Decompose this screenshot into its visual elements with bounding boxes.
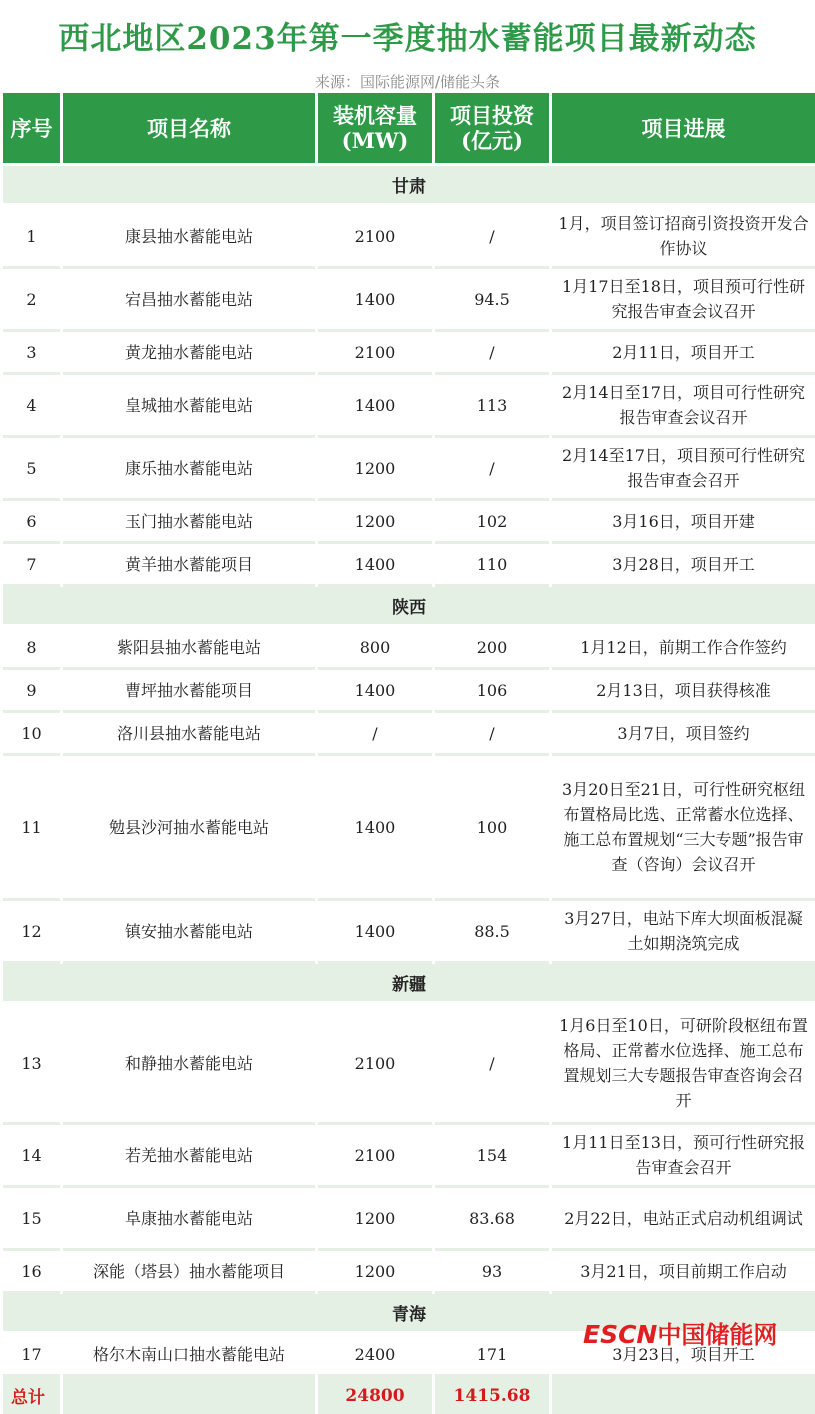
cell-no: 7 <box>3 544 60 587</box>
region-row <box>3 587 815 627</box>
cell-no: 6 <box>3 501 60 544</box>
cell-investment: / <box>435 332 549 375</box>
cell-capacity: 2100 <box>318 1125 432 1188</box>
cell-progress: 2月14至17日，项目预可行性研究报告审查会召开 <box>552 438 815 501</box>
cell-name: 皇城抽水蓄能电站 <box>63 375 315 438</box>
cell-progress: 1月，项目签订招商引资投资开发合作协议 <box>552 206 815 269</box>
cell-investment: / <box>435 713 549 756</box>
cell-no: 15 <box>3 1188 60 1251</box>
cell-investment: 100 <box>435 756 549 901</box>
total-empty-2 <box>552 1377 815 1414</box>
cell-capacity: 1200 <box>318 438 432 501</box>
cell-capacity: / <box>318 713 432 756</box>
cell-name: 镇安抽水蓄能电站 <box>63 901 315 964</box>
cell-no: 13 <box>3 1004 60 1125</box>
cell-progress: 3月23日，项目开工 <box>552 1334 815 1377</box>
cell-investment: 93 <box>435 1251 549 1294</box>
cell-name: 深能（塔县）抽水蓄能项目 <box>63 1251 315 1294</box>
cell-no: 3 <box>3 332 60 375</box>
cell-name: 若羌抽水蓄能电站 <box>63 1125 315 1188</box>
cell-no: 8 <box>3 627 60 670</box>
cell-capacity: 1200 <box>318 1251 432 1294</box>
cell-no: 11 <box>3 756 60 901</box>
header-investment: 项目投资 (亿元) <box>435 93 549 166</box>
table-row <box>3 438 815 501</box>
cell-name: 曹坪抽水蓄能项目 <box>63 670 315 713</box>
page-title: 西北地区2023年第一季度抽水蓄能项目最新动态 <box>58 21 757 57</box>
cell-name: 黄羊抽水蓄能项目 <box>63 544 315 587</box>
cell-no: 14 <box>3 1125 60 1188</box>
cell-name: 康县抽水蓄能电站 <box>63 206 315 269</box>
table-row <box>3 206 815 269</box>
region-label: 新疆 <box>3 964 815 1004</box>
cell-no: 16 <box>3 1251 60 1294</box>
table-row <box>3 627 815 670</box>
cell-name: 格尔木南山口抽水蓄能电站 <box>63 1334 315 1377</box>
cell-progress: 1月12日，前期工作合作签约 <box>552 627 815 670</box>
table-row <box>3 501 815 544</box>
cell-progress: 2月22日，电站正式启动机组调试 <box>552 1188 815 1251</box>
cell-capacity: 2100 <box>318 332 432 375</box>
cell-progress: 1月6日至10日，可研阶段枢纽布置格局、正常蓄水位选择、施工总布置规划三大专题报告审查咨询会召开 <box>552 1004 815 1125</box>
cell-capacity: 800 <box>318 627 432 670</box>
cell-investment: 83.68 <box>435 1188 549 1251</box>
table-header-row <box>3 93 815 166</box>
table-row <box>3 1004 815 1125</box>
cell-progress: 3月21日，项目前期工作启动 <box>552 1251 815 1294</box>
escn-logo <box>583 1320 777 1350</box>
cell-investment: 106 <box>435 670 549 713</box>
cell-investment: / <box>435 206 549 269</box>
cell-investment: 94.5 <box>435 269 549 332</box>
table-row <box>3 713 815 756</box>
cell-capacity: 2100 <box>318 1004 432 1125</box>
cell-capacity: 1200 <box>318 501 432 544</box>
cell-investment: 113 <box>435 375 549 438</box>
cell-investment: 88.5 <box>435 901 549 964</box>
header-name: 项目名称 <box>63 93 315 166</box>
cell-investment: 200 <box>435 627 549 670</box>
logo-escn-text: ESCN <box>583 1320 658 1349</box>
table-row <box>3 269 815 332</box>
cell-name: 和静抽水蓄能电站 <box>63 1004 315 1125</box>
region-label: 陕西 <box>3 587 815 627</box>
cell-investment: 171 <box>435 1334 549 1377</box>
table-row <box>3 670 815 713</box>
cell-name: 康乐抽水蓄能电站 <box>63 438 315 501</box>
cell-investment: 102 <box>435 501 549 544</box>
region-row <box>3 166 815 206</box>
logo-cn-text: 中国储能网 <box>657 1321 778 1349</box>
cell-name: 紫阳县抽水蓄能电站 <box>63 627 315 670</box>
table-row <box>3 544 815 587</box>
cell-investment: 110 <box>435 544 549 587</box>
source-note: 来源：国际能源网/储能头条 <box>314 73 501 91</box>
cell-name: 玉门抽水蓄能电站 <box>63 501 315 544</box>
cell-progress: 3月27日，电站下库大坝面板混凝土如期浇筑完成 <box>552 901 815 964</box>
cell-name: 宕昌抽水蓄能电站 <box>63 269 315 332</box>
cell-name: 勉县沙河抽水蓄能电站 <box>63 756 315 901</box>
table-row <box>3 756 815 901</box>
cell-progress: 2月13日，项目获得核准 <box>552 670 815 713</box>
cell-capacity: 1400 <box>318 544 432 587</box>
cell-capacity: 1400 <box>318 756 432 901</box>
projects-table <box>0 93 815 1414</box>
cell-capacity: 2400 <box>318 1334 432 1377</box>
cell-no: 1 <box>3 206 60 269</box>
cell-name: 黄龙抽水蓄能电站 <box>63 332 315 375</box>
cell-no: 17 <box>3 1334 60 1377</box>
cell-progress: 3月28日，项目开工 <box>552 544 815 587</box>
cell-name: 阜康抽水蓄能电站 <box>63 1188 315 1251</box>
table-row <box>3 375 815 438</box>
cell-capacity: 1400 <box>318 670 432 713</box>
total-empty <box>63 1377 315 1414</box>
cell-progress: 1月11日至13日，预可行性研究报告审查会召开 <box>552 1125 815 1188</box>
cell-capacity: 2100 <box>318 206 432 269</box>
region-label: 青海 <box>3 1294 815 1334</box>
header-no: 序号 <box>3 93 60 166</box>
cell-investment: / <box>435 438 549 501</box>
header-progress: 项目进展 <box>552 93 815 166</box>
cell-no: 2 <box>3 269 60 332</box>
cell-progress: 2月11日，项目开工 <box>552 332 815 375</box>
header-capacity: 装机容量 (MW) <box>318 93 432 166</box>
table-row <box>3 1125 815 1188</box>
cell-investment: 154 <box>435 1125 549 1188</box>
total-capacity: 24800 <box>318 1377 432 1414</box>
cell-capacity: 1400 <box>318 375 432 438</box>
cell-progress: 2月14日至17日，项目可行性研究报告审查会议召开 <box>552 375 815 438</box>
total-label: 总计 <box>3 1377 60 1414</box>
cell-progress: 3月16日，项目开建 <box>552 501 815 544</box>
total-row <box>3 1377 815 1414</box>
cell-progress: 3月20日至21日，可行性研究枢纽布置格局比选、正常蓄水位选择、施工总布置规划“三大专题”报告审查（咨询）会议召开 <box>552 756 815 901</box>
cell-investment: / <box>435 1004 549 1125</box>
cell-no: 4 <box>3 375 60 438</box>
cell-no: 5 <box>3 438 60 501</box>
cell-no: 10 <box>3 713 60 756</box>
cell-no: 9 <box>3 670 60 713</box>
cell-capacity: 1400 <box>318 901 432 964</box>
table-row <box>3 1251 815 1294</box>
table-row <box>3 901 815 964</box>
cell-capacity: 1400 <box>318 269 432 332</box>
table-row <box>3 1188 815 1251</box>
region-label: 甘肃 <box>3 166 815 206</box>
cell-no: 12 <box>3 901 60 964</box>
cell-capacity: 1200 <box>318 1188 432 1251</box>
cell-name: 洛川县抽水蓄能电站 <box>63 713 315 756</box>
table-body <box>3 166 815 1414</box>
cell-progress: 3月7日，项目签约 <box>552 713 815 756</box>
cell-progress: 1月17日至18日，项目预可行性研究报告审查会议召开 <box>552 269 815 332</box>
table-row <box>3 332 815 375</box>
region-row <box>3 964 815 1004</box>
total-investment: 1415.68 <box>435 1377 549 1414</box>
